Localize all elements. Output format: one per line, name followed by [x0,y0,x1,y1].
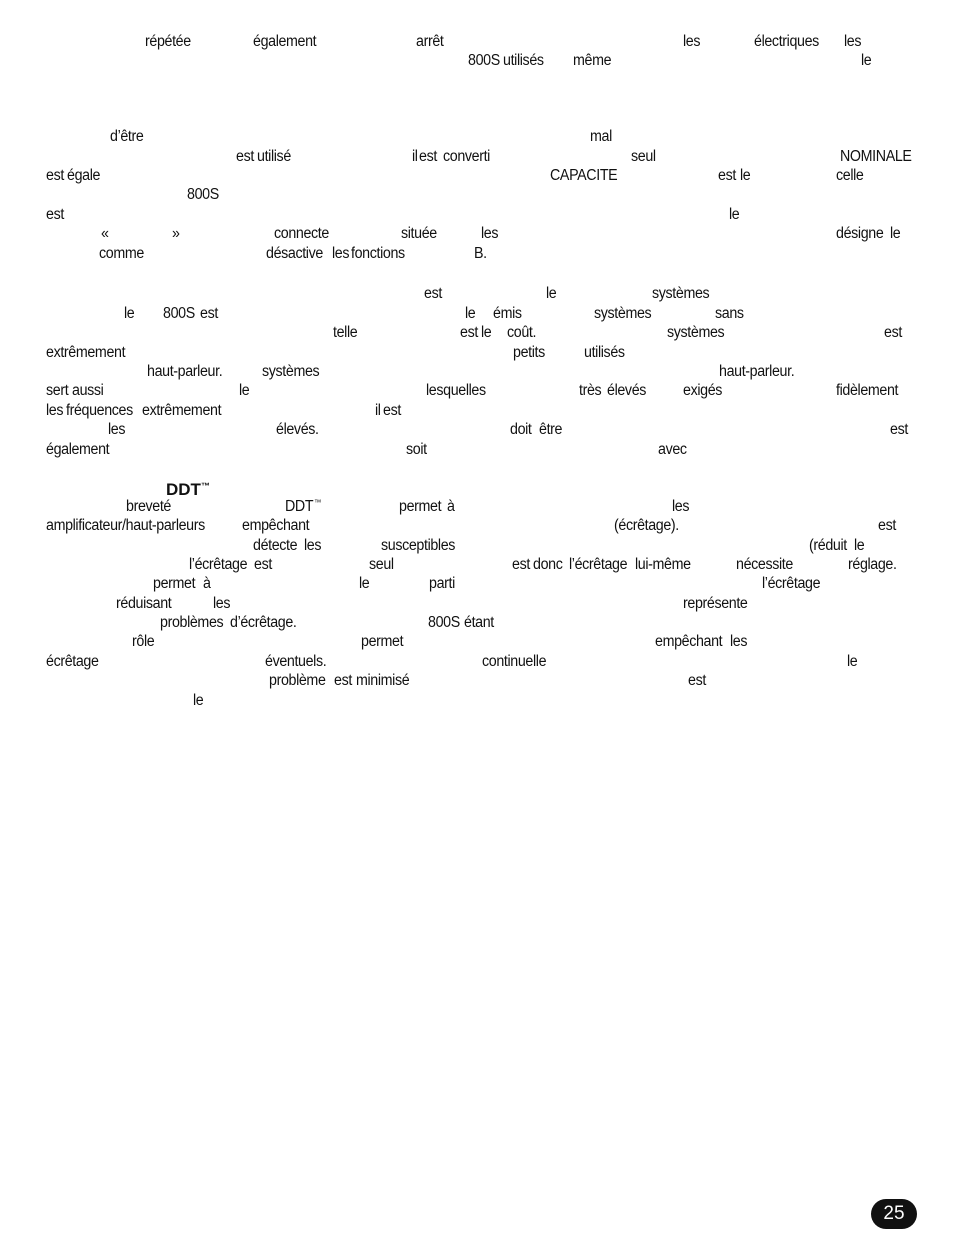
word: les [213,595,231,612]
word: d’écrêtage. [230,614,297,631]
text-line [0,441,954,461]
word: susceptibles [381,537,456,554]
section-heading [166,476,210,500]
text-line [0,672,954,692]
trademark-mark: ™ [314,498,322,507]
word: les [304,537,322,554]
word: réduisant [116,595,172,612]
word: lui-même [635,556,691,573]
word: 800S [468,52,500,69]
word: systèmes [594,305,652,322]
word: telle [333,324,358,341]
word: le [890,225,901,242]
word: il [375,402,381,419]
word: doit [510,421,532,438]
word: d’être [110,128,144,145]
text-line [0,324,954,344]
word: rôle [132,633,155,650]
word: comme [99,245,144,262]
word: avec [658,441,687,458]
text-line [0,344,954,364]
word: l’écrêtage [569,556,628,573]
word: soit [406,441,427,458]
text-line [0,498,954,518]
word: utilisé [257,148,291,165]
word: empêchant [655,633,723,650]
word: continuelle [482,653,547,670]
word: extrêmement [142,402,222,419]
text-line [0,575,954,595]
word: les [672,498,690,515]
word: à [203,575,211,592]
word: le [861,52,872,69]
word: également [46,441,110,458]
word: émis [493,305,522,322]
word: 800S [187,186,219,203]
word: (réduit [809,537,847,554]
word: les [332,245,350,262]
word: amplificateur/haut-parleurs [46,517,205,534]
word: le [546,285,557,302]
word: est [688,672,706,689]
text-line [0,148,954,168]
text-line [0,633,954,653]
word: est [334,672,352,689]
word: seul [631,148,656,165]
word: mal [590,128,612,145]
word: haut-parleur. [719,363,795,380]
word: égale [67,167,101,184]
word: même [573,52,612,69]
word: située [401,225,437,242]
word: permet [361,633,404,650]
word: le [740,167,751,184]
word: arrêt [416,33,444,50]
word: est [460,324,478,341]
page-number: 25 [883,1203,905,1224]
word: seul [369,556,394,573]
text-line [0,52,954,72]
word: systèmes [667,324,725,341]
text-line [0,33,954,53]
word: est [46,167,64,184]
word: breveté [126,498,171,515]
word: sert [46,382,69,399]
word: les [481,225,499,242]
word: être [539,421,563,438]
word: le [359,575,370,592]
word: « [101,225,109,242]
word: élevés. [276,421,319,438]
text-line [0,692,954,712]
word: le [847,653,858,670]
word: très [579,382,602,399]
word: extrêmement [46,344,126,361]
word: répétée [145,33,191,50]
word: empêchant [242,517,310,534]
word: le [854,537,865,554]
word: à [447,498,455,515]
word: 800S [428,614,460,631]
word: est [424,285,442,302]
word: les [730,633,748,650]
word: permet [153,575,196,592]
word: fidèlement [836,382,899,399]
word: utilisés [503,52,544,69]
text-line [0,245,954,265]
word: le [465,305,476,322]
word: est [419,148,437,165]
word: fonctions [351,245,405,262]
trademark-mark: ™ [200,481,210,491]
word: sans [715,305,744,322]
word: CAPACITE [550,167,618,184]
word: petits [513,344,545,361]
word: fréquences [66,402,133,419]
word: électriques [754,33,819,50]
word: est [884,324,902,341]
text-line [0,128,954,148]
word: désactive [266,245,323,262]
word: étant [464,614,494,631]
word: représente [683,595,748,612]
word: systèmes [652,285,710,302]
word: écrêtage [46,653,99,670]
word: les [108,421,126,438]
word: est [236,148,254,165]
word: est [46,206,64,223]
word: est [200,305,218,322]
word: 800S [163,305,195,322]
word: nécessite [736,556,793,573]
word: réglage. [848,556,897,573]
text-line [0,595,954,615]
text-line [0,225,954,245]
word: NOMINALE [840,148,912,165]
word: également [253,33,317,50]
word: » [172,225,180,242]
word: est [512,556,530,573]
text-line [0,167,954,187]
text-line [0,206,954,226]
word: éventuels. [265,653,327,670]
word: connecte [274,225,329,242]
word: systèmes [262,363,320,380]
text-line [0,653,954,673]
page-number-badge [871,1199,917,1229]
word: est [890,421,908,438]
text-line [0,614,954,634]
text-line [0,402,954,422]
word: haut-parleur. [147,363,223,380]
word: exigés [683,382,723,399]
word: coût. [507,324,537,341]
word: est [383,402,401,419]
word: les [683,33,701,50]
word: le [729,206,740,223]
word: celle [836,167,864,184]
word: problèmes [160,614,224,631]
word: problème [269,672,326,689]
word: (écrêtage). [614,517,679,534]
word: utilisés [584,344,625,361]
word: est [718,167,736,184]
word: est [254,556,272,573]
text-line [0,382,954,402]
text-line [0,421,954,441]
word: permet [399,498,442,515]
word: les [46,402,64,419]
word: le [239,382,250,399]
section-heading-text: DDT [166,480,201,499]
word: lesquelles [426,382,486,399]
text-line [0,285,954,305]
word: B. [474,245,487,262]
word: le [481,324,492,341]
word: DDT [285,498,314,515]
word: l’écrêtage [189,556,248,573]
word: le [193,692,204,709]
text-line [0,363,954,383]
word: l’écrêtage [762,575,821,592]
word: parti [429,575,455,592]
word: minimisé [356,672,410,689]
word: il [412,148,418,165]
text-line [0,556,954,576]
word: converti [443,148,490,165]
word: détecte [253,537,298,554]
word: le [124,305,135,322]
word: désigne [836,225,884,242]
text-line [0,537,954,557]
word: donc [533,556,563,573]
word: est [878,517,896,534]
word: aussi [72,382,104,399]
text-line [0,305,954,325]
text-line [0,517,954,537]
text-line [0,186,954,206]
word: élevés [607,382,647,399]
word: les [844,33,862,50]
